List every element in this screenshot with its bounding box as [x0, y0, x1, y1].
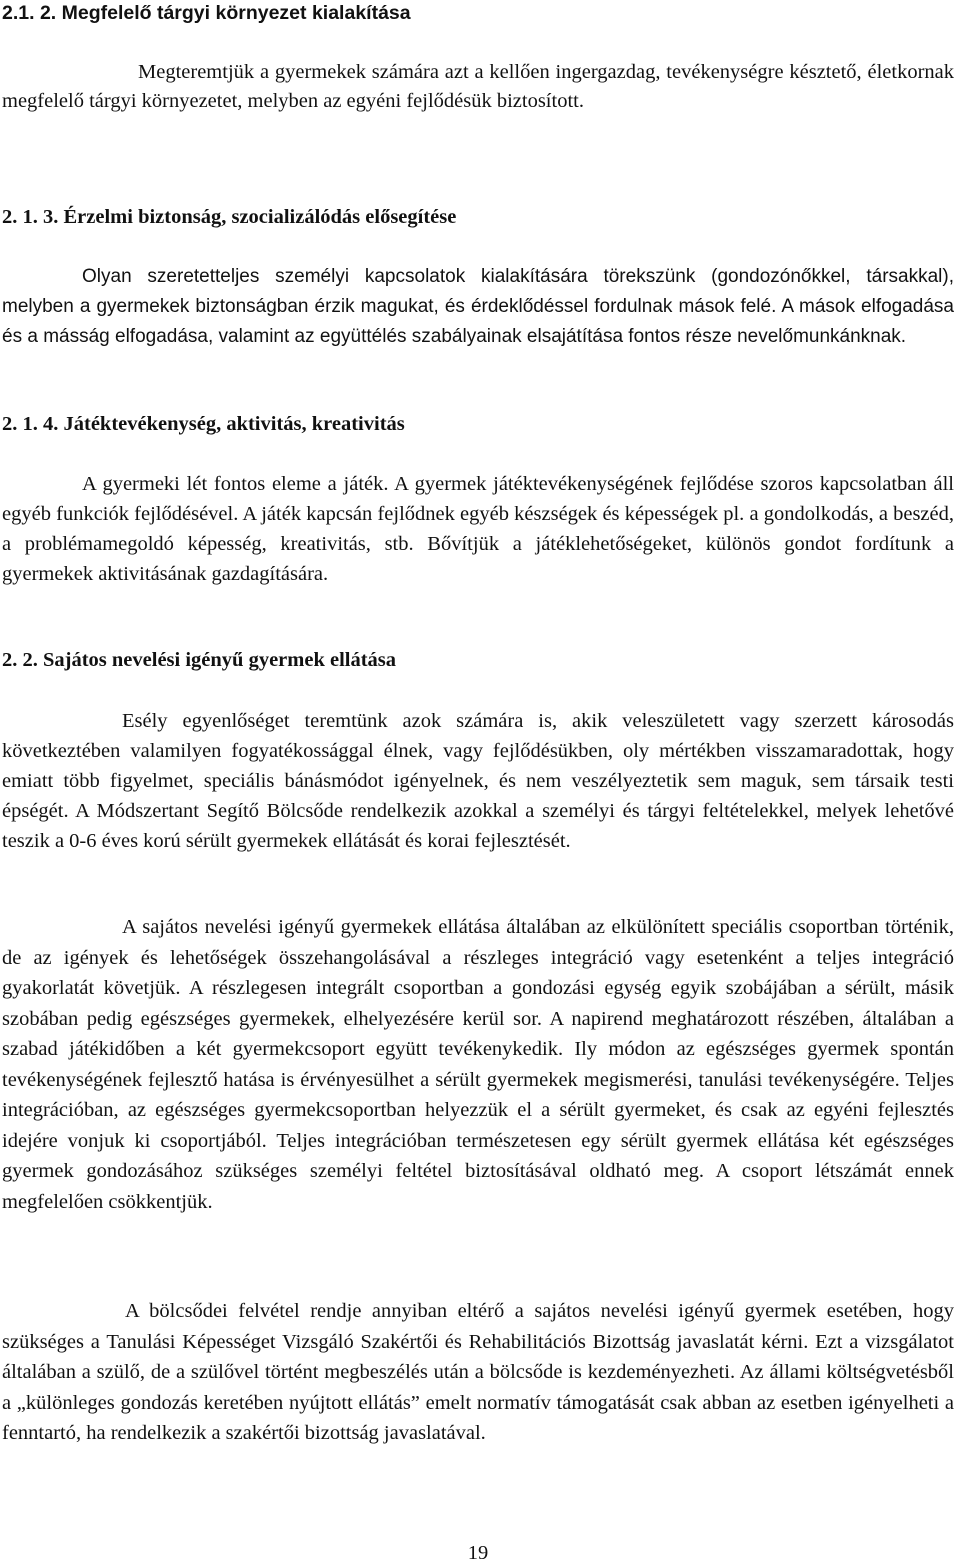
section-heading-2-1-2: 2.1. 2. Megfelelő tárgyi környezet kialakítása: [2, 2, 411, 24]
section-heading-2-1-3: 2. 1. 3. Érzelmi biztonság, szocializálódás elősegítése: [2, 206, 457, 228]
section-heading-2-1-4: 2. 1. 4. Játéktevékenység, aktivitás, kreativitás: [2, 413, 405, 435]
page-number: 19: [467, 1542, 489, 1564]
section-body-2-1-2: Megteremtjük a gyermekek számára azt a kellően ingergazdag, tevékenységre késztető, életkornak megfelelő tárgyi környezetet, melyben az egyéni fejlődésük biztosított.: [2, 61, 954, 112]
section-body-2-1-3: Olyan szeretetteljes személyi kapcsolatok kialakítására törekszünk (gondozónőkkel, társakkal), melyben a gyermekek biztonságban érzik magukat, és érdeklődéssel fordulnak mások felé. A mások elfogadása és a másság elfogadása, valamint az együttélés szabályainak elsajátítása fontos része nevelőmunkánknak.: [2, 266, 954, 347]
section-body-2-2-paragraph: A bölcsődei felvétel rendje annyiban eltérő a sajátos nevelési igényű gyermek esetében, hogy szükséges a Tanulási Képességet Vizsgáló Szakértői és Rehabilitációs Bizottság javaslatát kérni. Ezt a vizsgálatot általában a szülő, de a szülővel történt megbeszélés után a bölcsőde is kezdeményezheti. Az állami költségvetésből a „különleges gondozás keretében nyújtott ellátás” emelt normatív támogatását csak abban az esetben igényelheti a fenntartó, ha rendelkezik a szakértői bizottság javaslatával.: [2, 1300, 954, 1444]
section-body-2-1-4: A gyermeki lét fontos eleme a játék. A gyermek játéktevékenységének fejlődése szoros kapcsolatban áll egyéb funkciók fejlődésével. A játék kapcsán fejlődnek egyéb készségek és képességek pl. a gondolkodás, a beszéd, a problémamegoldó képesség, kreativitás, stb. Bővítjük a játéklehetőségeket, különös gondot fordítunk a gyermekek aktivitásának gazdagítására.: [2, 473, 954, 585]
document-page: [2, 0, 954, 1563]
section-heading-2-2: 2. 2. Sajátos nevelési igényű gyermek ellátása: [2, 649, 397, 671]
section-body-2-2-paragraph: A sajátos nevelési igényű gyermekek ellátása általában az elkülönített speciális csoportban történik, de az igények és lehetőségek összehangolásával a részleges integráció vagy esetenként a teljes integráció gyakorlatát követjük. A részlegesen integrált csoportban a gondozási egység egyik szobájában a sérült, másik szobában pedig egészséges gyermekek, elhelyezésére kerül sor. A napirend meghatározott részében, általában a szabad játékidőben a két gyermekcsoport együtt tevékenykedik. Ily módon az egészséges gyermek spontán tevékenységének fejlesztő hatása is érvényesülhet a sérült gyermekek megismerési, tanulási tevékenységére. Teljes integrációban, az egészséges gyermekcsoportban helyezzük el a sérült gyermeket, és csak az egyéni fejlesztés idejére vonjuk ki csoportjából. Teljes integrációban természetesen egy sérült gyermek ellátása két egészséges gyermek gondozásához szükséges személyi feltétel biztosításával oldható meg. A csoport létszámát ennek megfelelően csökkentjük.: [2, 916, 954, 1213]
section-body-2-2-paragraph: Esély egyenlőséget teremtünk azok számára is, akik veleszületett vagy szerzett károsodás következtében valamilyen fogyatékossággal élnek, vagy fejlődésükben, oly mértékben visszamaradottak, hogy emiatt több figyelmet, speciális bánásmódot igényelnek, és nem veszélyeztetik sem maguk, sem társaik testi épségét. A Módszertant Segítő Bölcsőde rendelkezik azokkal a személyi és tárgyi feltételekkel, melyek lehetővé teszik a 0-6 éves korú sérült gyermekek ellátását és korai fejlesztését.: [2, 710, 954, 852]
